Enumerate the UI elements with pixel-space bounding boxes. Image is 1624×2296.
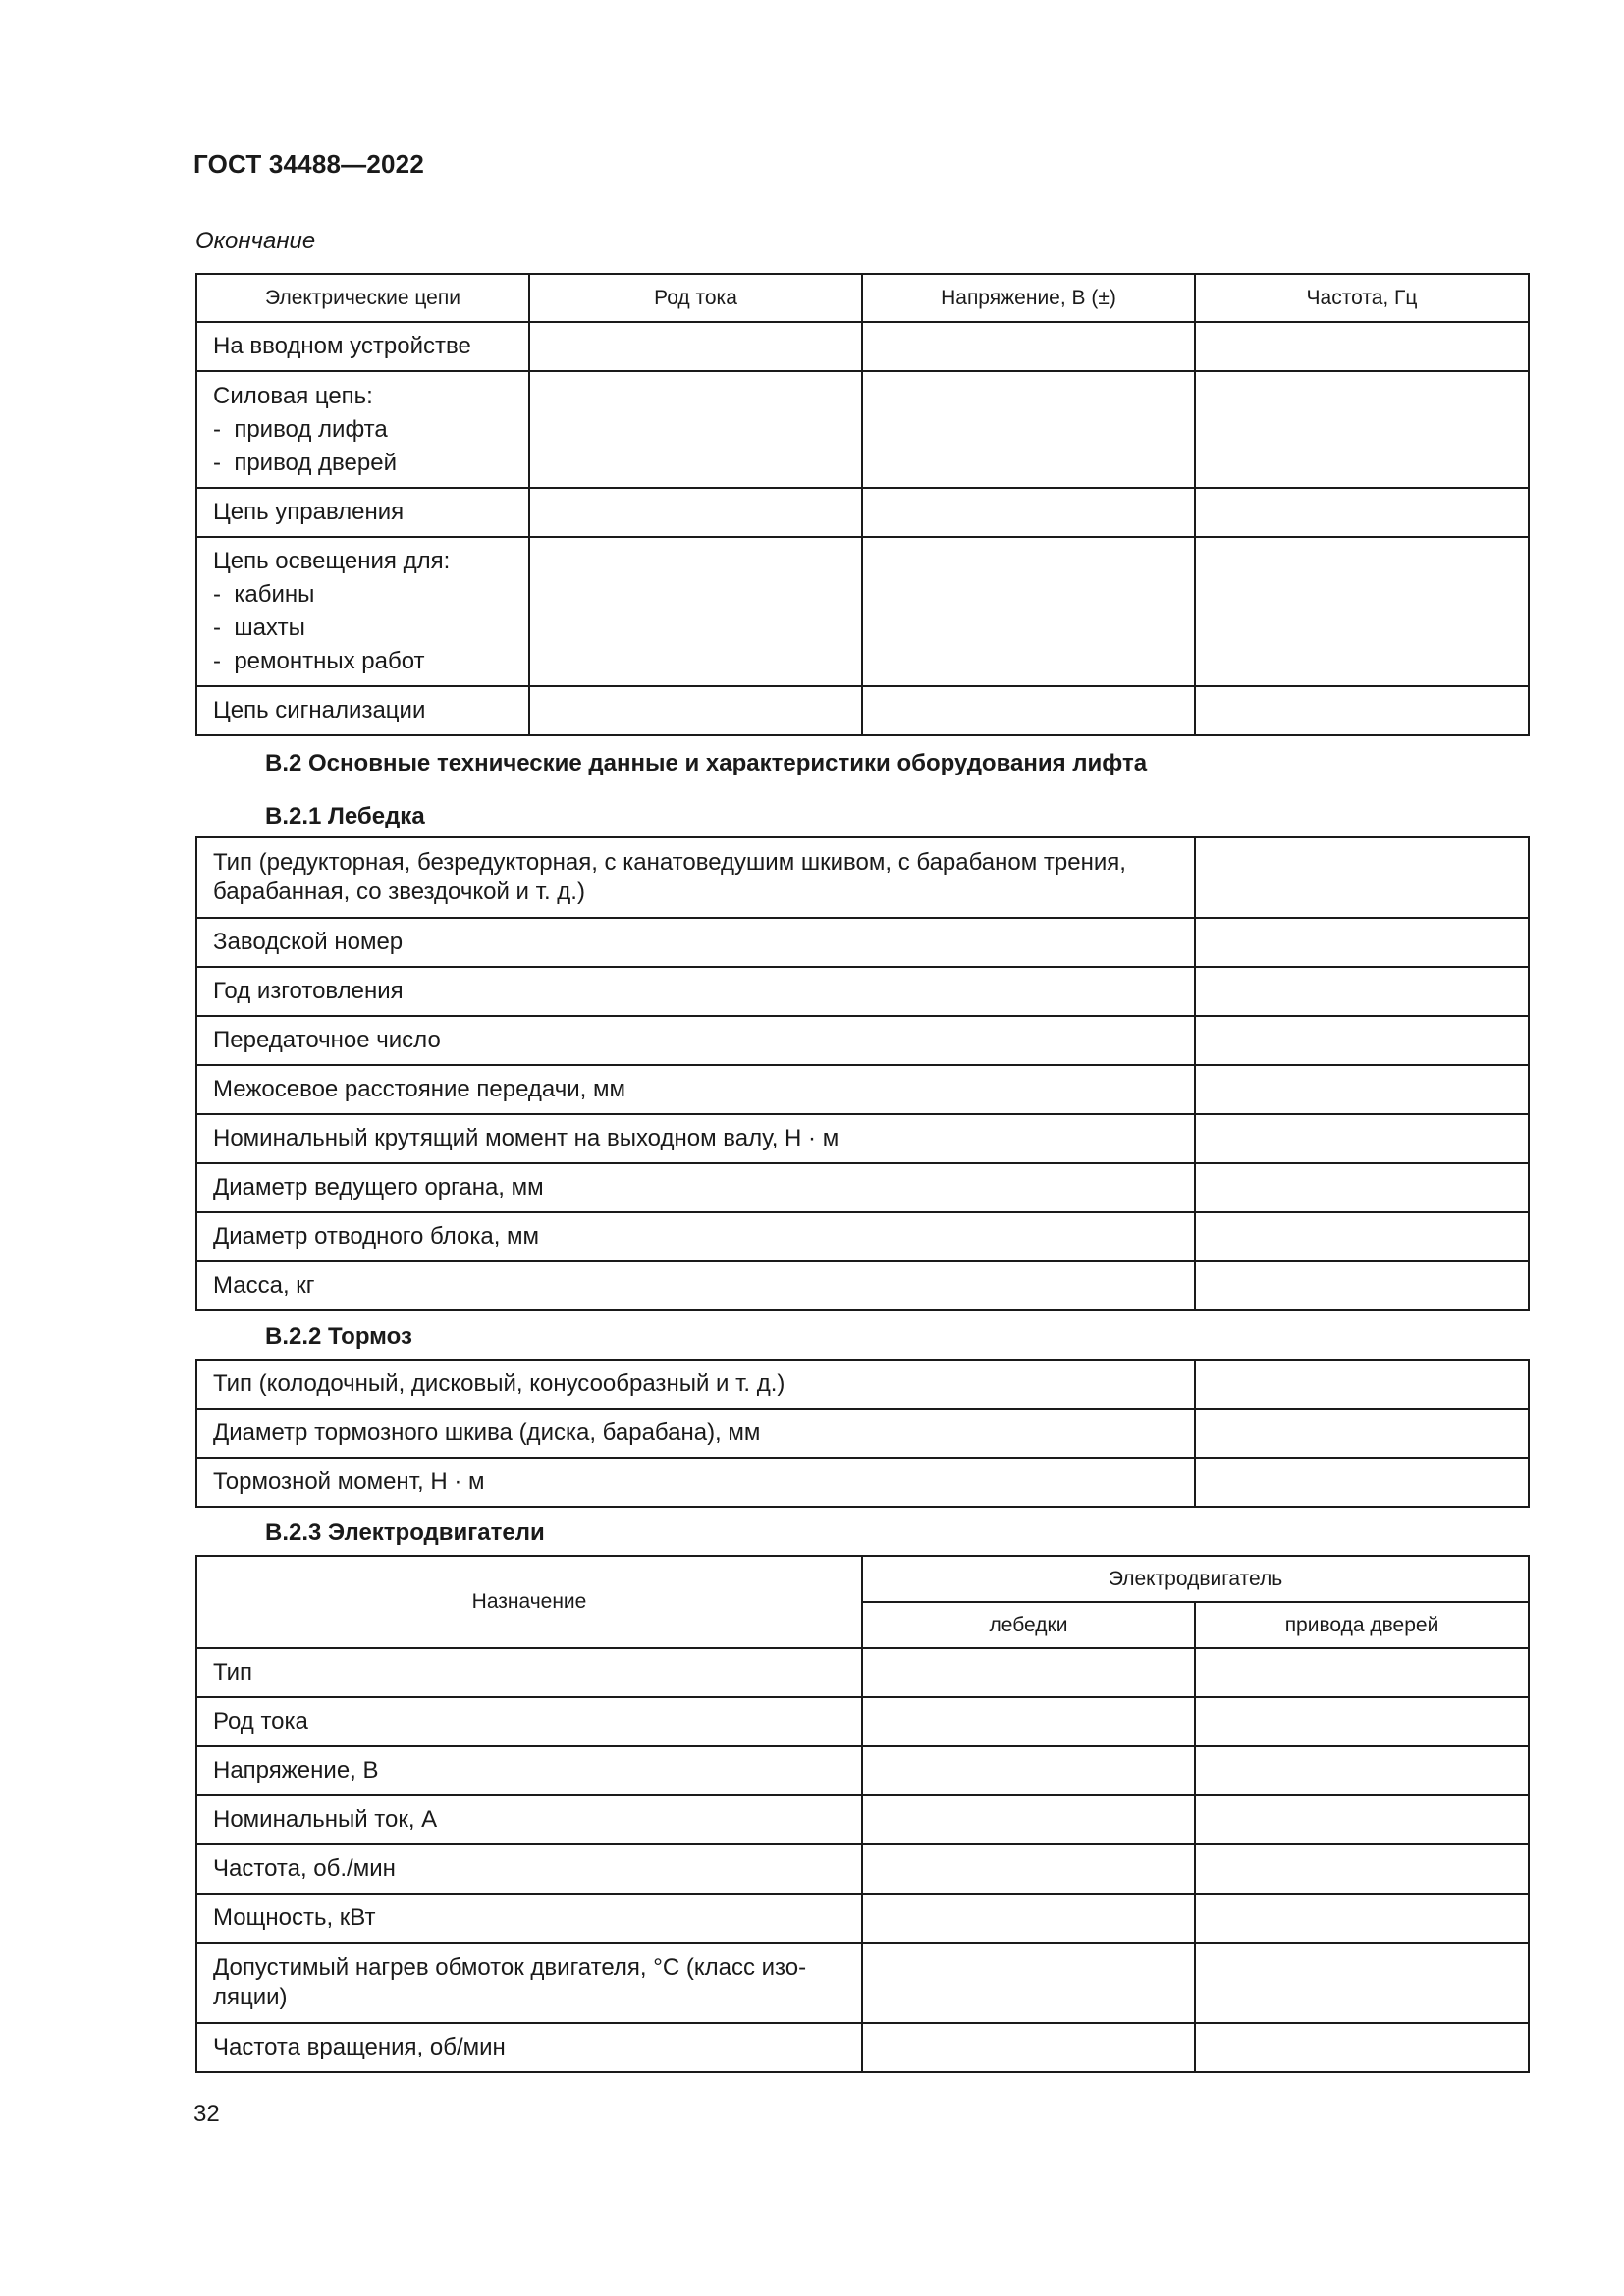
table-row [196, 1844, 1529, 1894]
table-row [196, 967, 1529, 1016]
table-row [196, 1360, 1529, 1409]
table-row [196, 918, 1529, 967]
list-item: - шахты [213, 612, 513, 645]
empty-cell [862, 1746, 1195, 1795]
column-header: Электродвигатель [862, 1556, 1529, 1602]
empty-cell [1195, 1261, 1529, 1310]
empty-cell [529, 686, 862, 735]
empty-cell [1195, 1943, 1529, 2023]
row-label: Цепь сигнализации [196, 686, 529, 735]
row-label: Номинальный крутящий момент на выходном валу, Н · м [196, 1114, 1195, 1163]
empty-cell [862, 1697, 1195, 1746]
row-label: На вводном устройстве [196, 322, 529, 371]
table-row [196, 1943, 1529, 2023]
empty-cell [1195, 1409, 1529, 1458]
empty-cell [1195, 371, 1529, 488]
table-row [196, 1409, 1529, 1458]
list-item: - ремонтных работ [213, 645, 513, 678]
row-label: Номинальный ток, А [196, 1795, 862, 1844]
table-row [196, 1458, 1529, 1507]
empty-cell [1195, 1016, 1529, 1065]
empty-cell [862, 371, 1195, 488]
column-header: Назначение [196, 1556, 862, 1648]
table-row [196, 1065, 1529, 1114]
row-label-text: Цепь освещения для: [213, 548, 451, 574]
empty-cell [1195, 967, 1529, 1016]
list-item: - привод дверей [213, 447, 513, 480]
empty-cell [1195, 837, 1529, 918]
row-label: Год изготовления [196, 967, 1195, 1016]
table-header-row [196, 274, 1529, 322]
row-label: Частота, об./мин [196, 1844, 862, 1894]
list-item: - привод лифта [213, 413, 513, 447]
document-code: ГОСТ 34488—2022 [193, 149, 424, 179]
empty-cell [1195, 1360, 1529, 1409]
row-label: Диаметр тормозного шкива (диска, барабана), мм [196, 1409, 1195, 1458]
row-label: Межосевое расстояние передачи, мм [196, 1065, 1195, 1114]
row-label: Напряжение, В [196, 1746, 862, 1795]
row-label: Диаметр ведущего органа, мм [196, 1163, 1195, 1212]
table-row [196, 1261, 1529, 1310]
empty-cell [862, 1943, 1195, 2023]
sub-list [213, 413, 513, 480]
empty-cell [1195, 488, 1529, 537]
row-label: Диаметр отводного блока, мм [196, 1212, 1195, 1261]
table-row [196, 1114, 1529, 1163]
empty-cell [862, 322, 1195, 371]
empty-cell [1195, 918, 1529, 967]
continuation-label: Окончание [195, 228, 316, 254]
empty-cell [862, 1648, 1195, 1697]
row-label: Масса, кг [196, 1261, 1195, 1310]
column-header: привода дверей [1195, 1602, 1529, 1648]
empty-cell [1195, 1458, 1529, 1507]
column-header: лебедки [862, 1602, 1195, 1648]
empty-cell [1195, 537, 1529, 686]
table-row [196, 488, 1529, 537]
empty-cell [862, 686, 1195, 735]
empty-cell [1195, 1697, 1529, 1746]
empty-cell [1195, 2023, 1529, 2072]
row-label-text: Силовая цепь: [213, 382, 373, 409]
empty-cell [862, 488, 1195, 537]
empty-cell [862, 1894, 1195, 1943]
row-label: Цепь управления [196, 488, 529, 537]
empty-cell [1195, 1114, 1529, 1163]
column-header: Род тока [529, 274, 862, 322]
empty-cell [1195, 1746, 1529, 1795]
empty-cell [1195, 1648, 1529, 1697]
empty-cell [862, 1844, 1195, 1894]
empty-cell [529, 322, 862, 371]
table-row [196, 2023, 1529, 2072]
empty-cell [1195, 686, 1529, 735]
table-row [196, 537, 1529, 686]
empty-cell [862, 2023, 1195, 2072]
motors-table [195, 1555, 1530, 2073]
table-row [196, 1648, 1529, 1697]
subsection-heading: В.2.2 Тормоз [265, 1323, 412, 1350]
empty-cell [1195, 1212, 1529, 1261]
table-row [196, 1746, 1529, 1795]
empty-cell [1195, 1065, 1529, 1114]
empty-cell [1195, 1894, 1529, 1943]
row-label: Тормозной момент, Н · м [196, 1458, 1195, 1507]
section-heading: В.2 Основные технические данные и характеристики оборудования лифта [265, 750, 1148, 776]
row-label: Заводской номер [196, 918, 1195, 967]
subsection-heading: В.2.1 Лебедка [265, 803, 425, 829]
empty-cell [529, 488, 862, 537]
column-header: Частота, Гц [1195, 274, 1529, 322]
row-label: Передаточное число [196, 1016, 1195, 1065]
table-row [196, 837, 1529, 918]
empty-cell [1195, 1844, 1529, 1894]
row-label: Род тока [196, 1697, 862, 1746]
empty-cell [1195, 1163, 1529, 1212]
table-row [196, 1163, 1529, 1212]
empty-cell [862, 537, 1195, 686]
winch-table [195, 836, 1530, 1311]
circuits-table [195, 273, 1530, 736]
column-header: Напряжение, В (±) [862, 274, 1195, 322]
empty-cell [1195, 322, 1529, 371]
empty-cell [1195, 1795, 1529, 1844]
subsection-heading: В.2.3 Электродвигатели [265, 1520, 545, 1546]
brake-table [195, 1359, 1530, 1508]
row-label: Допустимый нагрев обмоток двигателя, °С (класс изо-ляции) [196, 1943, 862, 2023]
column-header: Электрические цепи [196, 274, 529, 322]
empty-cell [529, 537, 862, 686]
table-row [196, 1212, 1529, 1261]
table-row [196, 371, 1529, 488]
empty-cell [862, 1795, 1195, 1844]
list-item: - кабины [213, 578, 513, 612]
row-label: Тип [196, 1648, 862, 1697]
table-row [196, 1795, 1529, 1844]
row-label: Частота вращения, об/мин [196, 2023, 862, 2072]
empty-cell [529, 371, 862, 488]
table-row [196, 1894, 1529, 1943]
page-number: 32 [193, 2101, 220, 2127]
row-label: Мощность, кВт [196, 1894, 862, 1943]
table-header-row [196, 1556, 1529, 1602]
row-label: Тип (колодочный, дисковый, конусообразный и т. д.) [196, 1360, 1195, 1409]
table-row [196, 1697, 1529, 1746]
table-row [196, 1016, 1529, 1065]
table-row [196, 686, 1529, 735]
sub-list [213, 578, 513, 678]
row-label [196, 371, 529, 488]
table-row [196, 322, 1529, 371]
row-label [196, 537, 529, 686]
row-label: Тип (редукторная, безредукторная, с канатоведушим шкивом, с барабаном трения, барабанная, со звездочкой и т. д.) [196, 837, 1195, 918]
